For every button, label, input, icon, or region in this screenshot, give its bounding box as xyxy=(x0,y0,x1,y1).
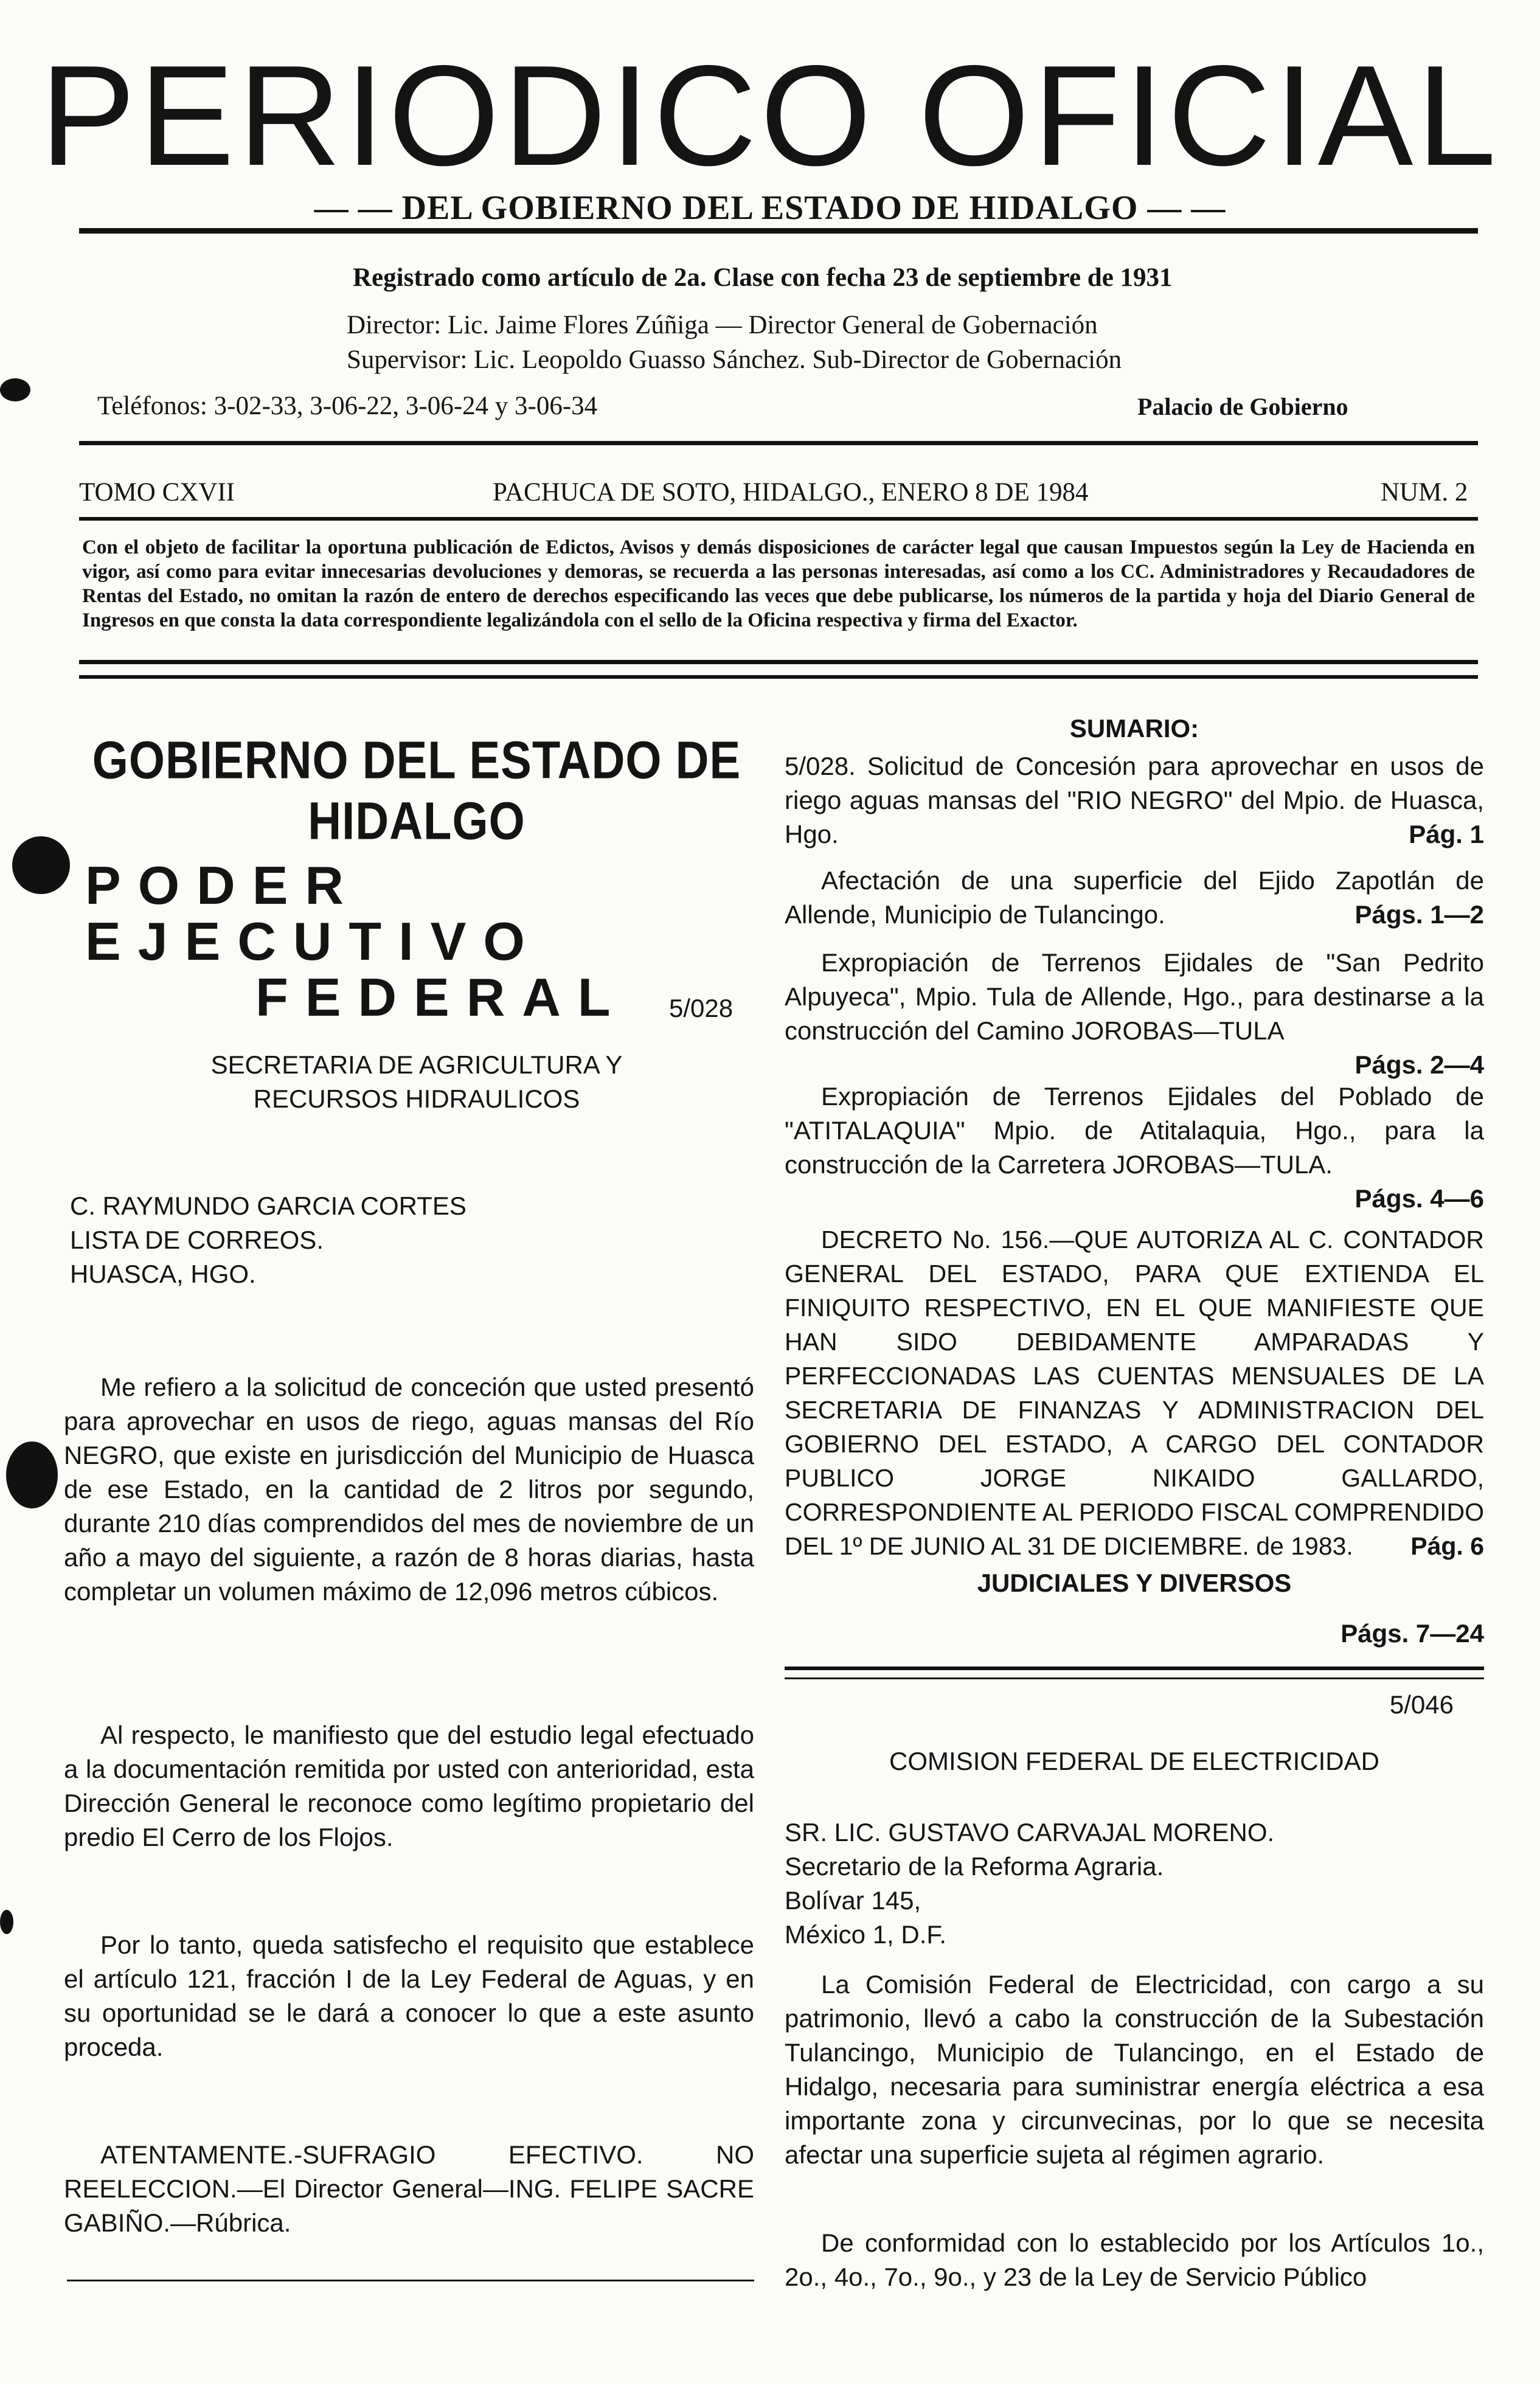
column-end-rule xyxy=(67,2280,754,2281)
sumario-item-page: Págs. 4—6 xyxy=(1354,1184,1484,1213)
sumario-item-text: Expropiación de Terrenos Ejidales de "San Pedrito Alpuyeca", Mpio. Tula de Allende, Hgo., para destinarse a la construcción del Camino JOROBAS—TULA xyxy=(785,948,1484,1045)
punch-hole-mark xyxy=(6,1441,58,1508)
addressee-line: C. RAYMUNDO GARCIA CORTES xyxy=(70,1192,467,1220)
issue-number: NUM. 2 xyxy=(1381,478,1468,507)
sumario-item-page: Pág. 1 xyxy=(1409,820,1484,848)
cfe-addressee-block xyxy=(785,1816,1274,1952)
paragraph: Al respecto, le manifiesto que del estudio legal efectuado a la documentación remitida por usted con anterioridad, esta Dirección General le reconoce como legítimo propietario del predio El Cerro de los Flojos. xyxy=(64,1721,754,1851)
masthead-rule xyxy=(79,228,1478,234)
header-rule-bottom xyxy=(79,517,1478,521)
paragraph: De conformidad con lo establecido por los Artículos 1o., 2o., 4o., 7o., 9o., y 23 de la Ley de Servicio Público xyxy=(785,2229,1484,2291)
sumario-title: SUMARIO: xyxy=(1069,714,1199,743)
supervisor-line: Supervisor: Lic. Leopoldo Guasso Sánchez. Sub-Director de Gobernación xyxy=(347,345,1122,374)
double-rule-2 xyxy=(79,675,1478,679)
director-line: Director: Lic. Jaime Flores Zúñiga — Director General de Gobernación xyxy=(347,311,1098,339)
poder-line-2: FEDERAL xyxy=(255,967,628,1027)
office-line: Palacio de Gobierno xyxy=(1137,393,1348,420)
secretaria-line-1: SECRETARIA DE AGRICULTURA Y xyxy=(210,1050,623,1079)
scan-mark xyxy=(0,378,30,401)
sumario-rule-2 xyxy=(785,1677,1484,1679)
newspaper-title: PERIODICO OFICIAL xyxy=(40,35,1500,195)
addressee-line: México 1, D.F. xyxy=(785,1920,947,1949)
cfe-heading: COMISION FEDERAL DE ELECTRICIDAD xyxy=(889,1747,1379,1775)
addressee-line: LISTA DE CORREOS. xyxy=(70,1226,324,1254)
addressee-line: HUASCA, HGO. xyxy=(70,1260,256,1288)
sumario-item xyxy=(785,946,1484,1082)
sumario-item xyxy=(785,1080,1484,1216)
sumario-item-text: Expropiación de Terrenos Ejidales del Poblado de "ATITALAQUIA" Mpio. de Atitalaquia, Hgo., para la construcción de la Carretera JOROBAS—TULA. xyxy=(785,1082,1484,1179)
poder-ejecutivo-heading xyxy=(79,855,754,1027)
paragraph: Por lo tanto, queda satisfecho el requisito que establece el artículo 121, fracción I de la Ley Federal de Aguas, y en su oportunidad se le dará a conocer lo que a este asunto proceda. xyxy=(64,1930,754,2061)
sumario-item-page: Págs. 1—2 xyxy=(1354,900,1484,929)
secretaria-line-2: RECURSOS HIDRAULICOS xyxy=(253,1084,580,1113)
sumario-item-page: Pág. 6 xyxy=(1410,1532,1484,1560)
poder-line-1: PODER EJECUTIVO xyxy=(85,855,542,971)
header-rule-top xyxy=(79,441,1478,445)
tomo-label: TOMO CXVII xyxy=(79,478,235,507)
registration-line: Registrado como artículo de 2a. Clase con fecha 23 de septiembre de 1931 xyxy=(353,263,1173,292)
section-heading: GOBIERNO DEL ESTADO DE HIDALGO xyxy=(92,730,741,851)
sumario-rule-1 xyxy=(785,1667,1484,1670)
sumario-item xyxy=(785,1223,1484,1563)
newspaper-subtitle: — — DEL GOBIERNO DEL ESTADO DE HIDALGO — — xyxy=(314,189,1226,227)
legal-notice: Con el objeto de facilitar la oportuna publicación de Edictos, Avisos y demás disposiciones de carácter legal que causan Impuestos según la Ley de Hacienda en vigor, así como para evitar innecesarias devoluciones y demoras, se recuerda a las personas interesadas, así como a los CC. Administradores y Recaudadores de Rentas del Estado, no omitan la razón de entero de derechos especificando las veces que debe publicarse, los números de la partida y hoja del Diario General de Ingresos en que consta la data correspondiente legalizándola con el sello de la Oficina respectiva y firma del Exactor. xyxy=(82,536,1475,631)
cfe-reference-number: 5/046 xyxy=(1389,1690,1454,1719)
double-rule-1 xyxy=(79,660,1478,664)
sumario-item-text: DECRETO No. 156.—QUE AUTORIZA AL C. CONTADOR GENERAL DEL ESTADO, PARA QUE EXTIENDA EL FINIQUITO RESPECTIVO, EN EL QUE MANIFIESTE QUE HAN SIDO DEBIDAMENTE AMPARADAS Y PERFECCIONADAS LAS CUENTAS MENSUALES DE LA SECRETARIA DE FINANZAS Y ADMINISTRACION DEL GOBIERNO DEL ESTADO, A CARGO DEL CONTADOR PUBLICO JORGE NIKAIDO GALLARDO, CORRESPONDIENTE AL PERIODO FISCAL COMPRENDIDO DEL 1º DE JUNIO AL 31 DE DICIEMBRE. de 1983. xyxy=(785,1226,1484,1560)
sumario-item xyxy=(785,864,1484,932)
sumario-item-page: Págs. 2—4 xyxy=(1354,1050,1484,1079)
addressee-line: SR. LIC. GUSTAVO CARVAJAL MORENO. xyxy=(785,1818,1275,1847)
reference-number: 5/028 xyxy=(669,994,734,1022)
secretaria-heading xyxy=(79,1048,754,1116)
sumario-item-text: Afectación de una superficie del Ejido Zapotlán de Allende, Municipio de Tulancingo. xyxy=(785,866,1484,929)
scan-mark xyxy=(0,1910,13,1934)
addressee-line: Bolívar 145, xyxy=(785,1886,921,1915)
signature-paragraph: ATENTAMENTE.-SUFRAGIO EFECTIVO. NO REELECCION.—El Director General—ING. FELIPE SACRE GABIÑO.—Rúbrica. xyxy=(64,2140,754,2237)
paragraph: La Comisión Federal de Electricidad, con cargo a su patrimonio, llevó a cabo la construcción de la Subestación Tulancingo, Municipio de Tulancingo, en el Estado de Hidalgo, necesaria para suministrar energía eléctrica a esa importante zona y circunvecinas, por lo que se necesita afectar una superficie sujeta al régimen agrario. xyxy=(785,1970,1484,2169)
paragraph: Me refiero a la solicitud de conceción que usted presentó para aprovechar en usos de riego, aguas mansas del Río NEGRO, que existe en jurisdicción del Municipio de Huasca de ese Estado, en la cantidad de 2 litros por segundo, durante 210 días comprendidos del mes de noviembre de un año a mayo del siguiente, a razón de 8 horas diarias, hasta completar un volumen máximo de 12,096 metros cúbicos. xyxy=(64,1373,754,1606)
judiciales-page: Págs. 7—24 xyxy=(1341,1619,1484,1648)
judiciales-heading: JUDICIALES Y DIVERSOS xyxy=(977,1569,1292,1597)
addressee-block xyxy=(70,1189,467,1291)
sumario-item-text: 5/028. Solicitud de Concesión para aprovechar en usos de riego aguas mansas del "RIO NEGRO" del Mpio. de Huasca, Hgo. xyxy=(785,752,1484,848)
punch-hole-mark xyxy=(12,836,70,894)
phones-line: Teléfonos: 3-02-33, 3-06-22, 3-06-24 y 3-06-34 xyxy=(97,392,598,420)
place-date: PACHUCA DE SOTO, HIDALGO., ENERO 8 DE 1984 xyxy=(493,478,1089,507)
sumario-item xyxy=(785,749,1484,852)
addressee-line: Secretario de la Reforma Agraria. xyxy=(785,1852,1164,1881)
